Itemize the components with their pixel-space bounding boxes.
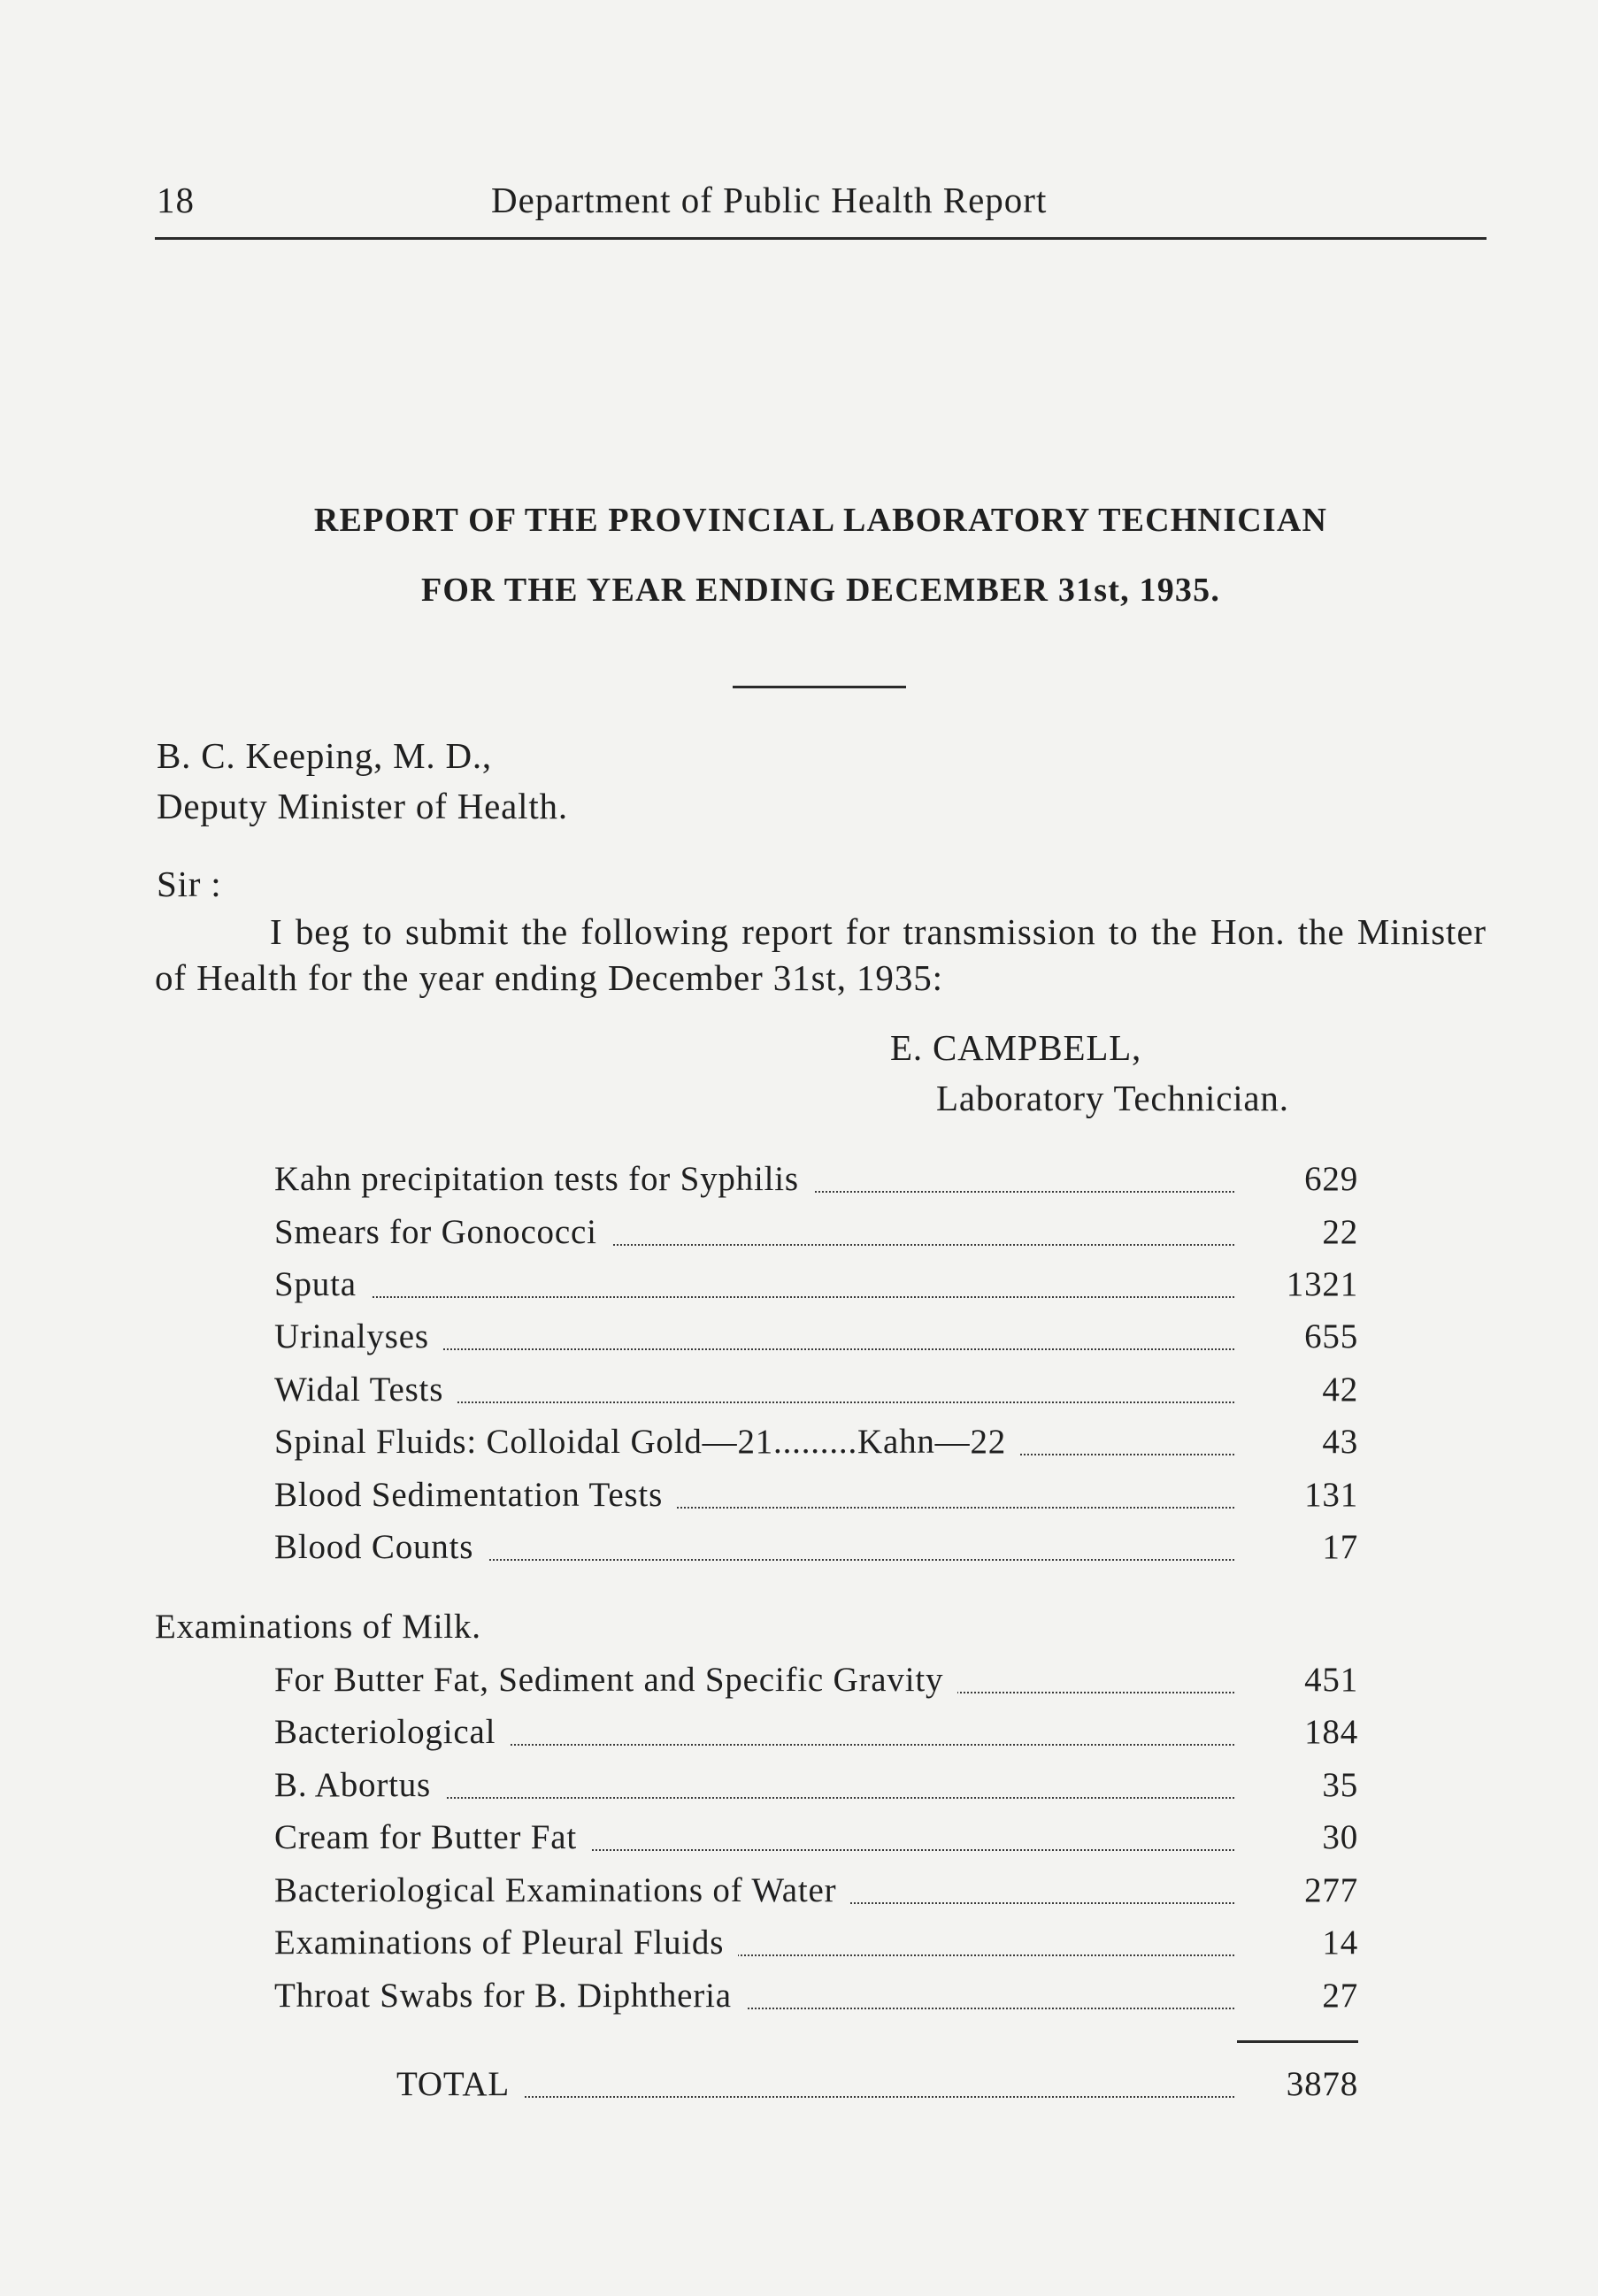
stat-row (274, 1422, 1358, 1468)
stat-value: 451 (1304, 1661, 1358, 1699)
stat-row (274, 1765, 1358, 1811)
stat-value: 184 (1304, 1713, 1358, 1751)
stat-value: 42 (1322, 1371, 1358, 1409)
salutation: Sir : (157, 864, 222, 904)
signature-title: Laboratory Technician. (936, 1078, 1289, 1118)
stat-row (274, 1527, 1358, 1573)
total-row (274, 2064, 1358, 2110)
stat-value: 30 (1322, 1818, 1358, 1856)
stat-label: Kahn precipitation tests for Syphilis (274, 1159, 813, 1199)
stat-row (274, 1870, 1358, 1916)
dot-leader (274, 1296, 1234, 1298)
stat-row (274, 1212, 1358, 1258)
milk-section-heading: Examinations of Milk. (155, 1608, 481, 1646)
stat-value: 629 (1304, 1160, 1358, 1198)
stat-label: Bacteriological (274, 1712, 510, 1752)
addressee-name: B. C. Keeping, M. D., (157, 735, 492, 776)
stat-row (274, 1159, 1358, 1205)
total-label: TOTAL (396, 2064, 524, 2104)
stat-row (274, 1712, 1358, 1758)
addressee-title: Deputy Minister of Health. (157, 786, 568, 826)
report-title-line-2: FOR THE YEAR ENDING DECEMBER 31st, 1935. (420, 572, 1221, 609)
stat-label: Cream for Butter Fat (274, 1817, 591, 1857)
total-value: 3878 (1286, 2065, 1358, 2103)
stat-label: Examinations of Pleural Fluids (274, 1923, 738, 1962)
stat-label: Smears for Gonococci (274, 1212, 611, 1252)
stat-row (274, 1660, 1358, 1706)
stat-value: 22 (1322, 1213, 1358, 1251)
stat-row (274, 1264, 1358, 1310)
stat-label: Throat Swabs for B. Diphtheria (274, 1976, 746, 2016)
header-title: Department of Public Health Report (491, 180, 1048, 220)
stat-value: 43 (1322, 1423, 1358, 1461)
stat-label: For Butter Fat, Sediment and Specific Gravity (274, 1660, 957, 1700)
report-title-line-1: REPORT OF THE PROVINCIAL LABORATORY TECHNICIAN (313, 502, 1328, 539)
stat-label: Blood Sedimentation Tests (274, 1475, 677, 1515)
stat-label: Spinal Fluids: Colloidal Gold—21.........Kahn—22 (274, 1422, 1020, 1462)
stat-value: 17 (1322, 1528, 1358, 1566)
stat-value: 35 (1322, 1766, 1358, 1804)
stat-row (274, 1976, 1358, 2022)
stat-label: Bacteriological Examinations of Water (274, 1870, 850, 1910)
total-rule (1237, 2040, 1358, 2043)
stat-label: Urinalyses (274, 1317, 443, 1356)
stat-label: Widal Tests (274, 1370, 457, 1409)
stat-value: 27 (1322, 1977, 1358, 2015)
stat-row (274, 1370, 1358, 1416)
running-header (155, 175, 1487, 240)
title-divider (733, 686, 906, 688)
stat-value: 655 (1304, 1317, 1358, 1355)
stat-label: B. Abortus (274, 1765, 445, 1805)
stat-row (274, 1475, 1358, 1521)
stat-label: Sputa (274, 1264, 371, 1304)
stat-row (274, 1923, 1358, 1969)
signature-name: E. CAMPBELL, (890, 1027, 1142, 1068)
stat-label: Blood Counts (274, 1527, 488, 1567)
stat-row (274, 1317, 1358, 1363)
stat-value: 1321 (1286, 1265, 1358, 1303)
stat-row (274, 1817, 1358, 1863)
stat-value: 14 (1322, 1924, 1358, 1962)
letter-body: I beg to submit the following report for transmission to the Hon. the Minister of Health for the year ending December 31st, 1935: (155, 911, 1487, 998)
stat-value: 277 (1304, 1871, 1358, 1909)
page-number: 18 (157, 180, 195, 220)
stat-value: 131 (1304, 1476, 1358, 1514)
